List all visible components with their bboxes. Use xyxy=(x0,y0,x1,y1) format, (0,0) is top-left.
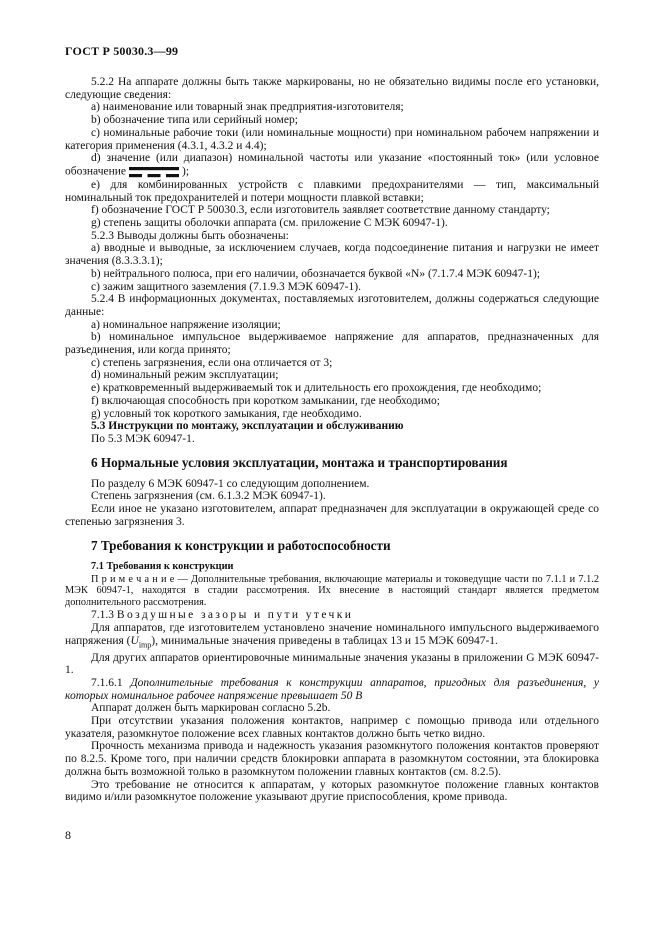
list-item: b) обозначение типа или серийный номер; xyxy=(91,114,298,127)
clause-5-3-text: По 5.3 МЭК 60947-1. xyxy=(91,432,195,445)
dc-symbol-icon xyxy=(126,165,182,179)
list-item: e) кратковременный выдерживаемый ток и длительность его прохождения, где необходимо; xyxy=(91,382,542,395)
list-item: f) обозначение ГОСТ Р 50030.3, если изготовитель заявляет соответствие данному стандарту; xyxy=(91,204,550,217)
paragraph: Прочность механизма привода и надежность указания разомкнутого положения контактов проверяют по 8.2.5. Кроме того, при наличии средств блокировки аппарата в разомкнутом состоянии, эта блокировка должна быть возможной только в разомкнутом положении главных контактов (см. 8.2.5). xyxy=(65,740,599,778)
list-item: b) нейтрального полюса, при его наличии, обозначается буквой «N» (7.1.7.4 МЭК 60947-1); xyxy=(91,267,541,280)
clause-5-3-title: 5.3 Инструкции по монтажу, эксплуатации и обслуживанию xyxy=(91,420,404,433)
clause-7-1-3-number: 7.1.3 xyxy=(91,609,114,622)
list-item: c) степень загрязнения, если она отличается от 3; xyxy=(91,356,333,369)
clause-7-1-6-1-title xyxy=(65,677,599,702)
note-label: П р и м е ч а н и е xyxy=(91,573,175,585)
clause-5-2-2-intro: 5.2.2 На аппарате должны быть также маркированы, но не обязательно видимы после его установки, следующие сведения: xyxy=(65,76,599,101)
list-item: e) для комбинированных устройств с плавкими предохранителями — тип, максимальный номинальный ток предохранителей и потери мощности плавкой вставки; xyxy=(65,178,599,204)
paragraph xyxy=(65,622,599,652)
clause-5-2-4-intro: 5.2.4 В информационных документах, поставляемых изготовителем, должны содержаться следующие данные: xyxy=(65,293,599,318)
section-7-heading: 7 Требования к конструкции и работоспособности xyxy=(91,537,391,553)
variable: U xyxy=(130,634,139,647)
list-item-d-end: ); xyxy=(182,165,190,178)
list-item: a) наименование или товарный знак предприятия-изготовителя; xyxy=(91,101,404,114)
list-item: a) вводные и выводные, за исключением случаев, когда подсоединение питания и нагрузки не имеет значения (8.3.3.3.1); xyxy=(65,242,599,268)
paragraph: Если иное не указано изготовителем, аппарат предназначен для эксплуатации в окружающей среде со степенью загрязнения 3. xyxy=(65,503,599,528)
clause-7-1-6-1-number: 7.1.6.1 xyxy=(91,676,123,689)
note-text: — Дополнительные требования, включающие материалы и токоведущие части по 7.1.1 и 7.1.2 МЭК 60947-1, находятся в стадии рассмотрения. Их внесение в настоящий стандарт является предметом дополнительного рассмотрения. xyxy=(65,573,599,608)
variable-subscript: imp xyxy=(138,639,152,649)
paragraph: Для других аппаратов ориентировочные минимальные значения указаны в приложении G МЭК 60947-1. xyxy=(65,651,599,677)
list-item: c) зажим защитного заземления (7.1.9.3 МЭК 60947-1). xyxy=(91,280,361,293)
paragraph: Это требование не относится к аппаратам, у которых разомкнутое положение главных контактов видимо и/или разомкнутое положение указывают другие приспособления, кроме привода. xyxy=(65,778,599,804)
list-item: d) номинальный режим эксплуатации; xyxy=(91,369,279,382)
list-item: b) номинальное импульсное выдерживаемое напряжение для аппаратов, предназначенных для разъединения, или когда принято; xyxy=(65,331,599,357)
clause-7-1-3-heading: Воздушные зазоры и пути утечки xyxy=(116,609,354,622)
section-6-heading: 6 Нормальные условия эксплуатации, монтажа и транспортирования xyxy=(91,454,508,470)
list-item-d-text: d) значение (или диапазон) номинальной частоты или указание «постоянный ток» (или условное обозначение xyxy=(65,152,599,178)
text: Для аппаратов, где изготовителем установлено значение номинального импульсного выдерживаемого напряжения ( xyxy=(65,621,599,647)
note xyxy=(65,574,599,608)
page-number: 8 xyxy=(65,828,71,842)
list-item: f) включающая способность при коротком замыкании, где необходимо; xyxy=(91,394,440,407)
paragraph: При отсутствии указания положения контактов, например с помощью привода или отдельного указателя, разомкнутое положение всех главных контактов должно быть четко видно. xyxy=(65,715,599,740)
paragraph: По разделу 6 МЭК 60947-1 со следующим дополнением. xyxy=(91,477,370,490)
clause-7-1-title: 7.1 Требования к конструкции xyxy=(91,560,234,572)
text: ), минимальные значения приведены в таблицах 13 и 15 МЭК 60947-1. xyxy=(151,634,498,647)
page-content xyxy=(65,76,599,804)
list-item: g) степень защиты оболочки аппарата (см. приложение С МЭК 60947-1). xyxy=(91,217,448,230)
list-item: c) номинальные рабочие токи (или номинальные мощности) при номинальном рабочем напряжении и категория применения (4.3.1, 4.3.2 и 4.4); xyxy=(65,126,599,152)
clause-7-1-6-1-heading: Дополнительные требования к конструкции аппаратов, пригодных для разъединения, у которых номинальное рабочее напряжение превышает 50 В xyxy=(65,676,600,702)
clause-7-1-3-title xyxy=(65,609,599,622)
list-item: a) номинальное напряжение изоляции; xyxy=(91,318,281,331)
standard-header: ГОСТ Р 50030.3—99 xyxy=(65,44,179,58)
clause-5-2-3-intro: 5.2.3 Выводы должны быть обозначены: xyxy=(91,229,289,242)
paragraph: Аппарат должен быть маркирован согласно 5.2b. xyxy=(91,702,331,715)
list-item-d xyxy=(65,152,599,179)
paragraph: Степень загрязнения (см. 6.1.3.2 МЭК 60947-1). xyxy=(91,490,326,503)
list-item: g) условный ток короткого замыкания, где необходимо. xyxy=(91,407,362,420)
